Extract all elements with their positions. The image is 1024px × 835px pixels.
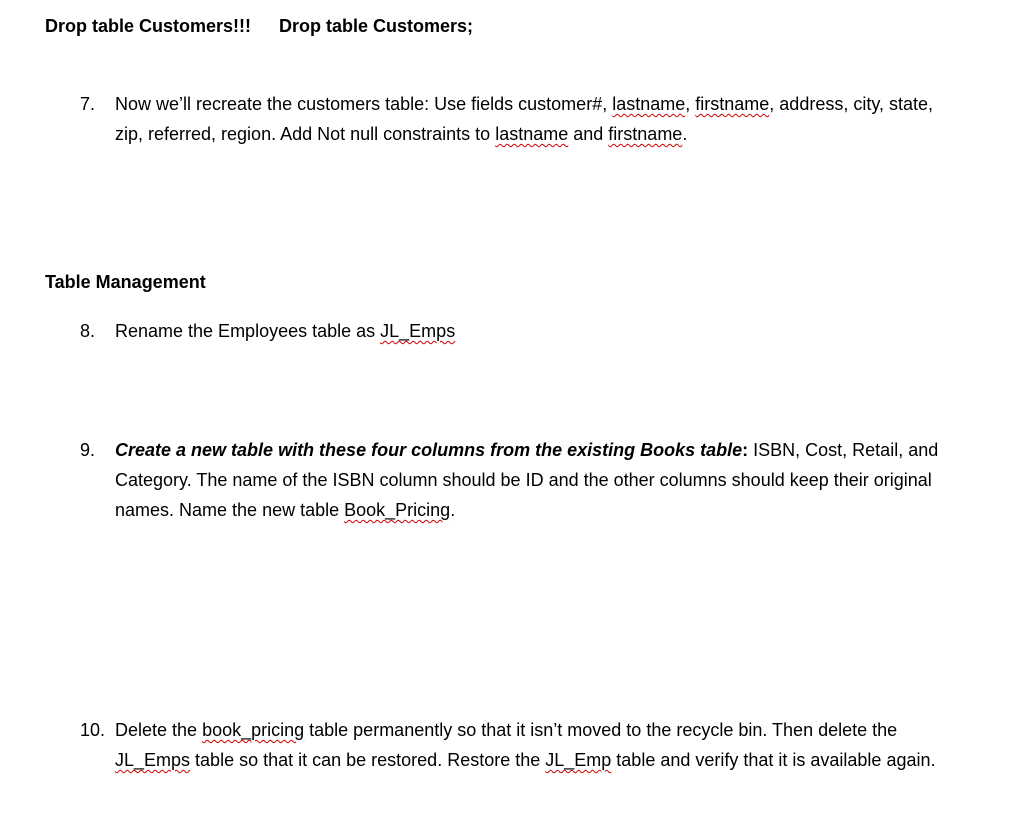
list-item-10 bbox=[80, 715, 960, 775]
spellcheck-word: lastname bbox=[612, 94, 686, 114]
spellcheck-word: firstname bbox=[695, 94, 770, 114]
list-item-9 bbox=[80, 435, 960, 525]
item-text bbox=[115, 715, 960, 775]
text-run: table and verify that it is available again. bbox=[611, 750, 936, 770]
text-run: Now we’ll recreate the customers table: Use fields customer#, bbox=[115, 94, 613, 114]
list-item-8 bbox=[80, 316, 960, 346]
text-run: , bbox=[685, 94, 696, 114]
spellcheck-word: book_pricing bbox=[202, 720, 305, 740]
text-run: : bbox=[742, 440, 749, 460]
text-run: . bbox=[682, 124, 688, 144]
item-text bbox=[115, 435, 960, 525]
text-run: and bbox=[568, 124, 609, 144]
drop-table-heading bbox=[45, 15, 473, 37]
spellcheck-word: Book_Pricing bbox=[344, 500, 451, 520]
text-run: table permanently so that it isn’t moved to the recycle bin. Then delete the bbox=[304, 720, 898, 740]
section-title: Table Management bbox=[45, 272, 206, 292]
drop-table-text-2: Drop table Customers; bbox=[279, 16, 474, 36]
spellcheck-word: firstname bbox=[608, 124, 683, 144]
spellcheck-word: JL_Emps bbox=[380, 321, 456, 341]
item-number: 10. bbox=[80, 720, 106, 740]
text-run: Rename the Employees table as bbox=[115, 321, 381, 341]
list-item-7 bbox=[80, 89, 960, 149]
item-number: 9. bbox=[80, 440, 96, 460]
text-run: , address, city, state, zip, referred, region. Add Not null constraints to bbox=[115, 94, 934, 144]
item-number: 8. bbox=[80, 321, 96, 341]
item-text bbox=[115, 89, 960, 149]
spellcheck-word: JL_Emps bbox=[115, 750, 191, 770]
text-run: table so that it can be restored. Restore the bbox=[190, 750, 546, 770]
text-run: ISBN, Cost, Retail, and Category. The name of the ISBN column should be ID and the other columns should keep their original names. Name the new table bbox=[115, 440, 939, 520]
item-number: 7. bbox=[80, 94, 96, 114]
item-text bbox=[115, 316, 960, 346]
text-run: Delete the bbox=[115, 720, 203, 740]
spellcheck-word: lastname bbox=[495, 124, 569, 144]
drop-table-text-1: Drop table Customers!!! bbox=[45, 16, 252, 36]
emphasis-text: Create a new table with these four columns from the existing Books table bbox=[115, 440, 743, 460]
text-run: . bbox=[450, 500, 456, 520]
spellcheck-word: JL_Emp bbox=[545, 750, 612, 770]
